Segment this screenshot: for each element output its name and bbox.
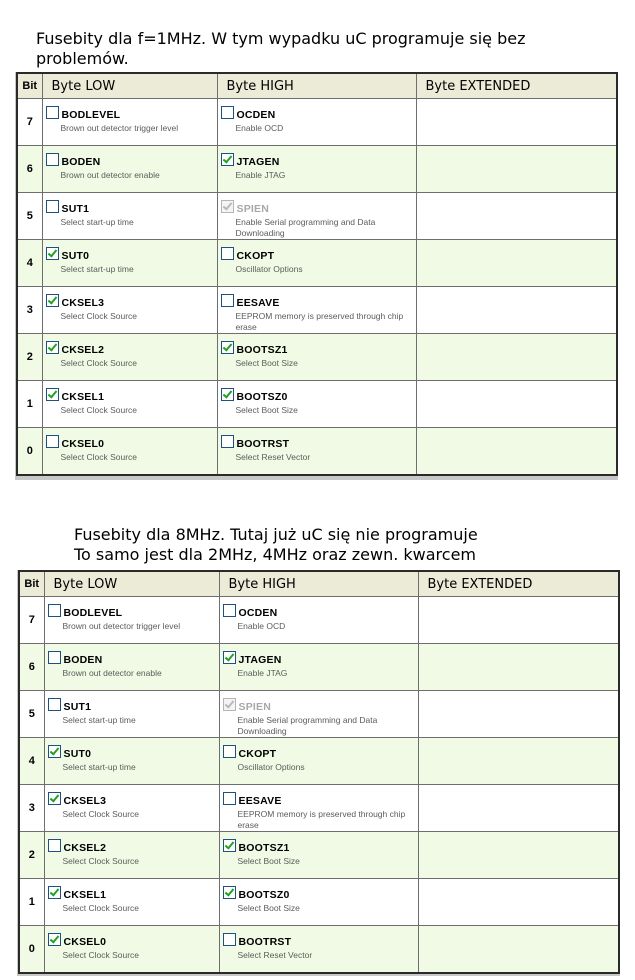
fuse-cell-high <box>217 146 416 193</box>
fuse-cell-high <box>217 287 416 334</box>
fuse-name: CKSEL2 <box>61 344 105 356</box>
fuse-description: Oscillator Options <box>235 264 303 274</box>
fuse-cell-high <box>219 926 418 974</box>
fuse-description: Select start-up time <box>62 762 136 772</box>
fuse-option[interactable] <box>221 197 414 216</box>
bit-number: 2 <box>19 832 44 879</box>
byte-extended-column-header: Byte EXTENDED <box>416 73 617 99</box>
fuse-cell-high <box>217 99 416 146</box>
fuse-option[interactable] <box>46 197 215 216</box>
fuse-cell-high <box>219 597 418 644</box>
fuse-description: Select Boot Size <box>237 903 300 913</box>
table-row <box>19 832 619 879</box>
fuse-option[interactable] <box>223 695 416 714</box>
fuse-description: Brown out detector enable <box>60 170 160 180</box>
fuse-description: Select Clock Source <box>60 405 138 415</box>
fuse-cell-low <box>42 334 217 381</box>
fuse-description: Enable JTAG <box>237 668 288 678</box>
fuse-description: Enable Serial programming and Data Downloading <box>237 715 378 736</box>
checkbox-checked[interactable] <box>46 247 59 260</box>
fuse-cell-low <box>44 738 219 785</box>
bit-number: 5 <box>17 193 42 240</box>
first-caption: Fusebity dla f=1MHz. W tym wypadku uC programuje się bez problemów. <box>36 29 526 68</box>
fuse-cell-extended <box>416 428 617 476</box>
fuse-name: BODEN <box>63 654 103 666</box>
checkbox-unchecked[interactable] <box>46 106 59 119</box>
table-row <box>19 926 619 974</box>
fuse-cell-low <box>44 691 219 738</box>
bit-number: 6 <box>17 146 42 193</box>
fuse-name: EESAVE <box>238 795 282 807</box>
fuse-cell-low <box>42 146 217 193</box>
fuse-name: BOOTRST <box>236 438 290 450</box>
bit-number: 7 <box>17 99 42 146</box>
fuse-cell-extended <box>416 240 617 287</box>
fuse-description: Enable JTAG <box>235 170 286 180</box>
fuse-description: Enable OCD <box>235 123 284 133</box>
fuse-name: SUT1 <box>61 203 90 215</box>
checkbox-unchecked[interactable] <box>46 153 59 166</box>
fuse-name: BOOTSZ0 <box>236 391 288 403</box>
checkbox-unchecked[interactable] <box>221 294 234 307</box>
fuse-cell-high <box>219 691 418 738</box>
bit-number: 6 <box>19 644 44 691</box>
fuse-cell-extended <box>418 644 619 691</box>
bit-number: 1 <box>17 381 42 428</box>
checkbox-checked[interactable] <box>48 745 61 758</box>
fuse-option[interactable] <box>46 432 215 451</box>
fuse-name: BODEN <box>61 156 101 168</box>
fuse-description: Select Clock Source <box>60 311 138 321</box>
fuse-option[interactable] <box>46 385 215 404</box>
fuse-cell-high <box>217 428 416 476</box>
fuse-name: CKOPT <box>236 250 275 262</box>
fuse-cell-extended <box>418 785 619 832</box>
fuse-cell-low <box>42 240 217 287</box>
fuse-cell-extended <box>416 99 617 146</box>
fuse-description: Select Clock Source <box>60 452 138 462</box>
fuse-cell-high <box>219 832 418 879</box>
fuse-name: OCDEN <box>236 109 276 121</box>
checkbox-checked[interactable] <box>46 388 59 401</box>
fuse-description: Select Clock Source <box>60 358 138 368</box>
fuse-option[interactable] <box>223 742 416 761</box>
table-row <box>17 428 617 476</box>
fuse-option[interactable] <box>46 244 215 263</box>
fuse-name: CKSEL3 <box>63 795 107 807</box>
fuse-option[interactable] <box>48 789 217 808</box>
checkbox-unchecked[interactable] <box>48 698 61 711</box>
checkbox-unchecked[interactable] <box>221 435 234 448</box>
fuse-name: SPIEN <box>236 203 270 215</box>
fuse-name: CKSEL1 <box>61 391 105 403</box>
fuse-option[interactable] <box>223 930 416 949</box>
fuse-cell-high <box>219 738 418 785</box>
table-row <box>17 381 617 428</box>
fuse-option[interactable] <box>48 836 217 855</box>
fuse-description: Select Reset Vector <box>237 950 313 960</box>
bit-number: 3 <box>17 287 42 334</box>
fuse-name: EESAVE <box>236 297 280 309</box>
fuse-description: EEPROM memory is preserved through chip erase <box>237 809 406 830</box>
fuse-name: CKSEL2 <box>63 842 107 854</box>
fuse-cell-extended <box>418 926 619 974</box>
fuse-option[interactable] <box>221 150 414 169</box>
table-row <box>19 879 619 926</box>
checkbox-unchecked[interactable] <box>48 839 61 852</box>
fuse-name: BODLEVEL <box>63 607 123 619</box>
fuse-option[interactable] <box>223 789 416 808</box>
fuse-option[interactable] <box>48 930 217 949</box>
bit-number: 5 <box>19 691 44 738</box>
checkbox-checked[interactable] <box>221 388 234 401</box>
byte-high-column-header: Byte HIGH <box>217 73 416 99</box>
fuse-name: BOOTRST <box>238 936 292 948</box>
fuse-option[interactable] <box>46 338 215 357</box>
fuse-description: Enable Serial programming and Data Downloading <box>235 217 376 238</box>
fuse-cell-low <box>44 597 219 644</box>
fuse-name: BOOTSZ1 <box>236 344 288 356</box>
fuse-cell-high <box>217 334 416 381</box>
table-row <box>17 146 617 193</box>
fuse-option[interactable] <box>221 385 414 404</box>
table-row <box>19 785 619 832</box>
fuse-option[interactable] <box>221 244 414 263</box>
checkbox-unchecked[interactable] <box>223 792 236 805</box>
fuse-option[interactable] <box>48 883 217 902</box>
fuse-description: Select Clock Source <box>62 809 140 819</box>
table-row <box>17 240 617 287</box>
fuse-cell-extended <box>416 381 617 428</box>
fuse-description: Select Boot Size <box>235 405 298 415</box>
fuse-option[interactable] <box>46 103 215 122</box>
fuse-table-8mhz <box>18 570 620 974</box>
bit-column-header: Bit <box>19 571 44 597</box>
fuse-cell-high <box>219 785 418 832</box>
fuse-description: Select Clock Source <box>62 903 140 913</box>
fuse-description: Select Reset Vector <box>235 452 311 462</box>
table-row <box>17 99 617 146</box>
fuse-name: CKSEL3 <box>61 297 105 309</box>
fuse-cell-extended <box>418 691 619 738</box>
fuse-cell-high <box>217 193 416 240</box>
fuse-option[interactable] <box>221 291 414 310</box>
fuse-description: Select Boot Size <box>235 358 298 368</box>
fuse-cell-low <box>42 287 217 334</box>
checkbox-checked[interactable] <box>223 886 236 899</box>
fuse-description: Select start-up time <box>62 715 136 725</box>
checkbox-checked <box>221 200 234 213</box>
fuse-option[interactable] <box>48 648 217 667</box>
fuse-name: CKSEL0 <box>63 936 107 948</box>
fuse-cell-extended <box>416 193 617 240</box>
fuse-cell-low <box>42 99 217 146</box>
checkbox-checked[interactable] <box>48 933 61 946</box>
checkbox-unchecked[interactable] <box>221 106 234 119</box>
checkbox-unchecked[interactable] <box>223 745 236 758</box>
checkbox-checked[interactable] <box>223 839 236 852</box>
checkbox-unchecked[interactable] <box>46 435 59 448</box>
fuse-name: BOOTSZ1 <box>238 842 290 854</box>
table-row <box>17 287 617 334</box>
fuse-cell-low <box>44 644 219 691</box>
fuse-option[interactable] <box>221 432 414 451</box>
fuse-option[interactable] <box>223 601 416 620</box>
fuse-description: EEPROM memory is preserved through chip erase <box>235 311 404 332</box>
fuse-cell-extended <box>418 832 619 879</box>
checkbox-unchecked[interactable] <box>223 604 236 617</box>
bit-number: 7 <box>19 597 44 644</box>
fuse-name: CKOPT <box>238 748 277 760</box>
checkbox-checked[interactable] <box>48 886 61 899</box>
fuse-name: CKSEL1 <box>63 889 107 901</box>
checkbox-checked <box>223 698 236 711</box>
byte-low-column-header: Byte LOW <box>44 571 219 597</box>
fuse-option[interactable] <box>46 150 215 169</box>
fuse-description: Oscillator Options <box>237 762 305 772</box>
fuse-cell-high <box>219 644 418 691</box>
checkbox-checked[interactable] <box>48 792 61 805</box>
fuse-option[interactable] <box>221 103 414 122</box>
fuse-cell-low <box>44 879 219 926</box>
table-row <box>19 691 619 738</box>
second-caption: Fusebity dla 8MHz. Tutaj już uC się nie programuje To samo jest dla 2MHz, 4MHz oraz zewn. kwarcem <box>74 525 478 564</box>
fuse-name: OCDEN <box>238 607 278 619</box>
fuse-name: SPIEN <box>238 701 272 713</box>
fuse-cell-extended <box>418 597 619 644</box>
fuse-option[interactable] <box>46 291 215 310</box>
fuse-option[interactable] <box>223 648 416 667</box>
fuse-cell-extended <box>418 738 619 785</box>
fuse-cell-extended <box>416 334 617 381</box>
fuse-description: Select Clock Source <box>62 950 140 960</box>
fuse-cell-high <box>217 240 416 287</box>
fuse-option[interactable] <box>223 883 416 902</box>
fuse-cell-low <box>42 428 217 476</box>
fuse-cell-extended <box>416 287 617 334</box>
byte-extended-column-header: Byte EXTENDED <box>418 571 619 597</box>
checkbox-unchecked[interactable] <box>48 604 61 617</box>
fuse-name: BOOTSZ0 <box>238 889 290 901</box>
fuse-cell-high <box>219 879 418 926</box>
fuse-description: Brown out detector enable <box>62 668 162 678</box>
checkbox-checked[interactable] <box>221 341 234 354</box>
fuse-option[interactable] <box>48 695 217 714</box>
byte-high-column-header: Byte HIGH <box>219 571 418 597</box>
table-row <box>19 738 619 785</box>
checkbox-unchecked[interactable] <box>223 933 236 946</box>
fuse-description: Enable OCD <box>237 621 286 631</box>
checkbox-checked[interactable] <box>223 651 236 664</box>
fuse-name: SUT0 <box>61 250 90 262</box>
fuse-description: Select start-up time <box>60 217 134 227</box>
fuse-description: Select Boot Size <box>237 856 300 866</box>
bit-number: 1 <box>19 879 44 926</box>
fuse-option[interactable] <box>48 742 217 761</box>
checkbox-checked[interactable] <box>46 341 59 354</box>
bit-number: 0 <box>19 926 44 974</box>
fuse-option[interactable] <box>221 338 414 357</box>
bit-column-header: Bit <box>17 73 42 99</box>
fuse-name: SUT0 <box>63 748 92 760</box>
bit-number: 4 <box>17 240 42 287</box>
checkbox-unchecked[interactable] <box>221 247 234 260</box>
bit-number: 4 <box>19 738 44 785</box>
fuse-table-1mhz <box>16 72 618 476</box>
bit-number: 0 <box>17 428 42 476</box>
checkbox-checked[interactable] <box>221 153 234 166</box>
checkbox-unchecked[interactable] <box>46 200 59 213</box>
table-row <box>19 644 619 691</box>
fuse-cell-low <box>42 381 217 428</box>
fuse-option[interactable] <box>223 836 416 855</box>
fuse-name: JTAGEN <box>236 156 280 168</box>
fuse-name: BODLEVEL <box>61 109 121 121</box>
fuse-option[interactable] <box>48 601 217 620</box>
fuse-cell-low <box>44 785 219 832</box>
fuse-cell-low <box>44 832 219 879</box>
fuse-name: JTAGEN <box>238 654 282 666</box>
fuse-cell-low <box>44 926 219 974</box>
fuse-cell-high <box>217 381 416 428</box>
fuse-description: Brown out detector trigger level <box>62 621 181 631</box>
byte-low-column-header: Byte LOW <box>42 73 217 99</box>
fuse-description: Select start-up time <box>60 264 134 274</box>
fuse-cell-low <box>42 193 217 240</box>
fuse-name: CKSEL0 <box>61 438 105 450</box>
bit-number: 3 <box>19 785 44 832</box>
bit-number: 2 <box>17 334 42 381</box>
fuse-name: SUT1 <box>63 701 92 713</box>
table-row <box>19 597 619 644</box>
fuse-description: Select Clock Source <box>62 856 140 866</box>
fuse-cell-extended <box>416 146 617 193</box>
checkbox-unchecked[interactable] <box>48 651 61 664</box>
table-row <box>17 193 617 240</box>
fuse-description: Brown out detector trigger level <box>60 123 179 133</box>
fuse-cell-extended <box>418 879 619 926</box>
table-row <box>17 334 617 381</box>
checkbox-checked[interactable] <box>46 294 59 307</box>
